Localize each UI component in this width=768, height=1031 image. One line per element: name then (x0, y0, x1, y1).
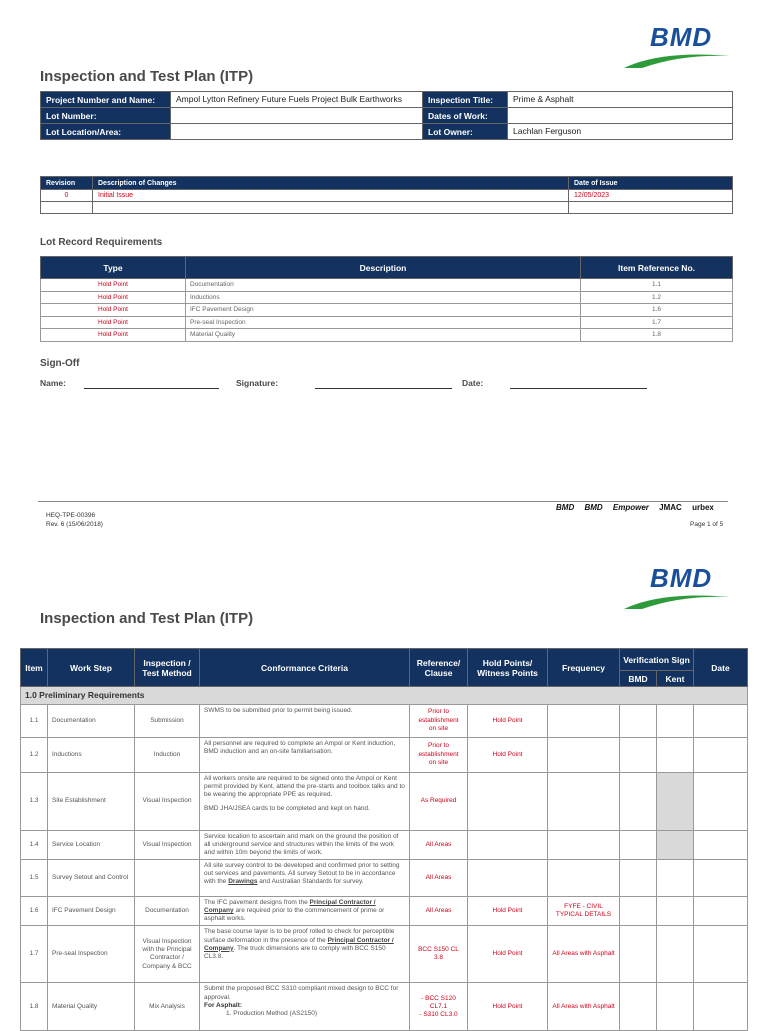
criteria-cell (200, 772, 410, 830)
bmd-sign-cell[interactable] (620, 737, 657, 772)
ref-cell: Prior to establishment on site (410, 704, 468, 737)
bmd-sign-cell[interactable] (620, 926, 657, 983)
inspection-title-value: Prime & Asphalt (508, 92, 733, 108)
date-cell[interactable] (694, 830, 748, 859)
project-number-value: Ampol Lytton Refinery Future Fuels Project Bulk Earthworks (171, 92, 423, 108)
method-cell: Visual Inspection (135, 772, 200, 830)
hold-cell (468, 860, 548, 897)
revision-table (40, 176, 733, 214)
logo-text: BMD (650, 22, 713, 52)
criteria-text: The base course layer is to be proof rolled to check for perceptible surface deformation in the presence of the (204, 928, 395, 944)
date-header: Date (694, 649, 748, 687)
table-row (21, 926, 748, 983)
dates-of-work-label: Dates of Work: (423, 108, 508, 124)
hold-points-header: Hold Points/ Witness Points (468, 649, 548, 687)
item-ref-header: Item Reference No. (581, 257, 733, 279)
signoff-signature-field[interactable] (315, 388, 452, 389)
signoff-date-label: Date: (462, 378, 484, 388)
freq-cell (548, 860, 620, 897)
freq-cell (548, 772, 620, 830)
logo-swoosh-icon (622, 48, 732, 70)
footer-revision: Rev. 6 (15/06/2018) (46, 521, 103, 528)
bmd-sign-cell[interactable] (620, 772, 657, 830)
date-cell[interactable] (694, 926, 748, 983)
table-row (21, 772, 748, 830)
ref-cell: 1.7 (581, 316, 733, 329)
signoff-signature-label: Signature: (236, 378, 279, 388)
ref-cell: BCC S150 CL 3.8 (410, 926, 468, 983)
logo-text: BMD (650, 563, 713, 593)
step-cell: Service Location (48, 830, 135, 859)
table-row (21, 704, 748, 737)
item-cell: 1.1 (21, 704, 48, 737)
inspection-title-label: Inspection Title: (423, 92, 508, 108)
lot-number-label: Lot Number: (41, 108, 171, 124)
step-cell: Site Establishment (48, 772, 135, 830)
method-cell: Documentation (135, 897, 200, 926)
item-cell: 1.6 (21, 897, 48, 926)
brand-jmac: JMAC (659, 503, 682, 512)
criteria-bold: For Asphalt: (204, 1001, 243, 1009)
hold-cell: Hold Point (468, 983, 548, 1031)
method-cell: Induction (135, 737, 200, 772)
kent-sign-cell[interactable] (657, 830, 694, 859)
lot-location-label: Lot Location/Area: (41, 124, 171, 140)
bmd-sign-cell[interactable] (620, 860, 657, 897)
table-row (41, 291, 733, 304)
hold-cell (468, 772, 548, 830)
ref-cell: All Areas (410, 860, 468, 897)
section-row (21, 687, 748, 705)
itp-table (20, 648, 748, 1031)
type-cell: Hold Point (41, 329, 186, 342)
item-cell: 1.5 (21, 860, 48, 897)
type-cell: Hold Point (41, 279, 186, 292)
ref-cell: All Areas (410, 830, 468, 859)
method-cell: Mix Analysis (135, 983, 200, 1031)
date-cell[interactable] (694, 737, 748, 772)
table-row (21, 737, 748, 772)
table-row (41, 329, 733, 342)
dates-of-work-value (508, 108, 733, 124)
table-row (41, 316, 733, 329)
criteria-header: Conformance Criteria (200, 649, 410, 687)
date-header: Date of Issue (569, 177, 733, 190)
table-row (41, 304, 733, 317)
criteria-cell: All personnel are required to complete an Ampol or Kent induction, BMD induction and an on-site familiarisation. (200, 737, 410, 772)
item-cell: 1.7 (21, 926, 48, 983)
item-cell: 1.3 (21, 772, 48, 830)
footer-page-number: Page 1 of 5 (690, 521, 724, 528)
bmd-sign-cell[interactable] (620, 830, 657, 859)
criteria-text: Submit the proposed BCC S310 compliant mixed design to BCC for approval. (204, 985, 399, 1001)
date-cell[interactable] (694, 897, 748, 926)
page-title: Inspection and Test Plan (ITP) (40, 68, 254, 85)
signoff-heading: Sign-Off (40, 358, 80, 369)
kent-sign-cell[interactable] (657, 926, 694, 983)
criteria-text-2: BMD JHA/JSEA cards to be completed and kept on hand. (204, 805, 370, 812)
brand-bmd-1: BMD (556, 503, 575, 512)
hold-cell: Hold Point (468, 737, 548, 772)
table-row (21, 830, 748, 859)
footer-brand-logos (548, 503, 714, 512)
criteria-underlined: Drawings (228, 878, 258, 886)
signoff-name-field[interactable] (84, 388, 219, 389)
criteria-underlined: Principal Contractor / Company (204, 899, 376, 915)
kent-sign-cell[interactable] (657, 704, 694, 737)
signoff-name-label: Name: (40, 378, 66, 388)
criteria-text-post: . The truck dimensions are to comply with BCC S150 CL3.8. (204, 944, 386, 960)
type-cell: Hold Point (41, 316, 186, 329)
hold-cell: Hold Point (468, 704, 548, 737)
hold-cell (468, 830, 548, 859)
freq-cell: All Areas with Asphalt (548, 926, 620, 983)
desc-cell: Pre-seal Inspection (186, 316, 581, 329)
criteria-cell: Service location to ascertain and mark on the ground the position of all underground service and structures within the limits of the work and within 10m beyond the limits of work. (200, 830, 410, 859)
freq-cell (548, 830, 620, 859)
item-cell: 1.4 (21, 830, 48, 859)
revision-cell (41, 202, 93, 214)
project-number-label: Project Number and Name: (41, 92, 171, 108)
criteria-cell: SWMS to be submitted prior to permit being issued. (200, 704, 410, 737)
item-cell: 1.8 (21, 983, 48, 1031)
method-cell: Visual Inspection (135, 830, 200, 859)
bmd-logo (622, 563, 732, 611)
description-cell: Initial Issue (93, 190, 569, 202)
kent-sign-cell[interactable] (657, 772, 694, 830)
type-cell: Hold Point (41, 291, 186, 304)
step-cell: Material Quality (48, 983, 135, 1031)
footer-doc-number: HEQ-TPE-00396 (46, 512, 96, 519)
bmd-sign-cell[interactable] (620, 897, 657, 926)
lot-owner-value: Lachlan Ferguson (508, 124, 733, 140)
date-cell (569, 202, 733, 214)
revision-header: Revision (41, 177, 93, 190)
ref-cell: - BCC S120 CL7.1 - S310 CL3.0 (410, 983, 468, 1031)
project-info-table (40, 91, 733, 140)
description-cell (93, 202, 569, 214)
criteria-text: All workers onsite are required to be signed onto the Ampol or Kent permit provided by Kent, attend the pre-starts and toolbox talks and to be wearing the appropriate PPE as required. (204, 774, 405, 798)
method-cell: Visual Inspection with the Principal Contractor / Company & BCC (135, 926, 200, 983)
step-cell: Survey Setout and Control (48, 860, 135, 897)
work-step-header: Work Step (48, 649, 135, 687)
freq-cell: FYFE - CIVIL TYPICAL DETAILS (548, 897, 620, 926)
logo-swoosh-icon (622, 589, 732, 611)
criteria-underlined: Principal Contractor / Company (204, 936, 394, 952)
desc-cell: Documentation (186, 279, 581, 292)
lot-number-value (171, 108, 423, 124)
date-cell[interactable] (694, 704, 748, 737)
item-cell: 1.2 (21, 737, 48, 772)
date-cell[interactable] (694, 772, 748, 830)
criteria-cell (200, 926, 410, 983)
signoff-date-field[interactable] (510, 388, 647, 389)
brand-bmd-2: BMD (584, 503, 603, 512)
bmd-sign-cell[interactable] (620, 704, 657, 737)
desc-cell: Material Quality (186, 329, 581, 342)
criteria-cell (200, 897, 410, 926)
ref-cell: 1.2 (581, 291, 733, 304)
ref-cell: Prior to establishment on site (410, 737, 468, 772)
freq-cell (548, 704, 620, 737)
lr-description-header: Description (186, 257, 581, 279)
bmd-logo (622, 22, 732, 70)
verification-header: Verification Sign (620, 649, 694, 671)
method-cell: Submission (135, 704, 200, 737)
footer-divider (38, 501, 728, 502)
ref-cell: 1.1 (581, 279, 733, 292)
section-title: 1.0 Preliminary Requirements (21, 687, 748, 705)
lot-record-table (40, 256, 733, 342)
method-cell (135, 860, 200, 897)
ref-cell: 1.6 (581, 304, 733, 317)
freq-cell: All Areas with Asphalt (548, 983, 620, 1031)
kent-sign-cell[interactable] (657, 737, 694, 772)
table-row (41, 279, 733, 292)
step-cell: Inductions (48, 737, 135, 772)
desc-cell: Inductions (186, 291, 581, 304)
description-header: Description of Changes (93, 177, 569, 190)
reference-header: Reference/ Clause (410, 649, 468, 687)
step-cell: Documentation (48, 704, 135, 737)
kent-header: Kent (657, 671, 694, 687)
lot-owner-label: Lot Owner: (423, 124, 508, 140)
hold-cell: Hold Point (468, 926, 548, 983)
lot-location-value (171, 124, 423, 140)
table-row (21, 897, 748, 926)
frequency-header: Frequency (548, 649, 620, 687)
kent-sign-cell[interactable] (657, 860, 694, 897)
bmd-header: BMD (620, 671, 657, 687)
brand-empower: Empower (612, 503, 649, 512)
brand-urbex: urbex (692, 503, 714, 512)
revision-cell: 0 (41, 190, 93, 202)
type-cell: Hold Point (41, 304, 186, 317)
item-header: Item (21, 649, 48, 687)
criteria-cell (200, 860, 410, 897)
date-cell[interactable] (694, 860, 748, 897)
hold-cell: Hold Point (468, 897, 548, 926)
page-title: Inspection and Test Plan (ITP) (40, 610, 254, 627)
ref-cell: As Required (410, 772, 468, 830)
kent-sign-cell[interactable] (657, 897, 694, 926)
criteria-text: All site survey control to be developed and confirmed prior to setting out services and pavements. All survey Setout to be in accordance with the (204, 862, 400, 886)
date-cell: 12/05/2023 (569, 190, 733, 202)
table-row (41, 202, 733, 214)
table-row (41, 190, 733, 202)
step-cell: IFC Pavement Design (48, 897, 135, 926)
table-row (21, 860, 748, 897)
criteria-text-post: are required prior to the commencement of prime or asphalt works. (204, 907, 385, 923)
step-cell: Pre-seal Inspection (48, 926, 135, 983)
freq-cell (548, 737, 620, 772)
criteria-list-item: 1. Production Method (AS2150) (226, 1009, 318, 1017)
ref-cell: All Areas (410, 897, 468, 926)
test-method-header: Inspection / Test Method (135, 649, 200, 687)
type-header: Type (41, 257, 186, 279)
lot-record-heading: Lot Record Requirements (40, 237, 163, 248)
criteria-text: The IFC pavement designs from the (204, 899, 308, 906)
desc-cell: IFC Pavement Design (186, 304, 581, 317)
criteria-text-post: and Australian Standards for survey. (259, 878, 364, 886)
ref-cell: 1.8 (581, 329, 733, 342)
